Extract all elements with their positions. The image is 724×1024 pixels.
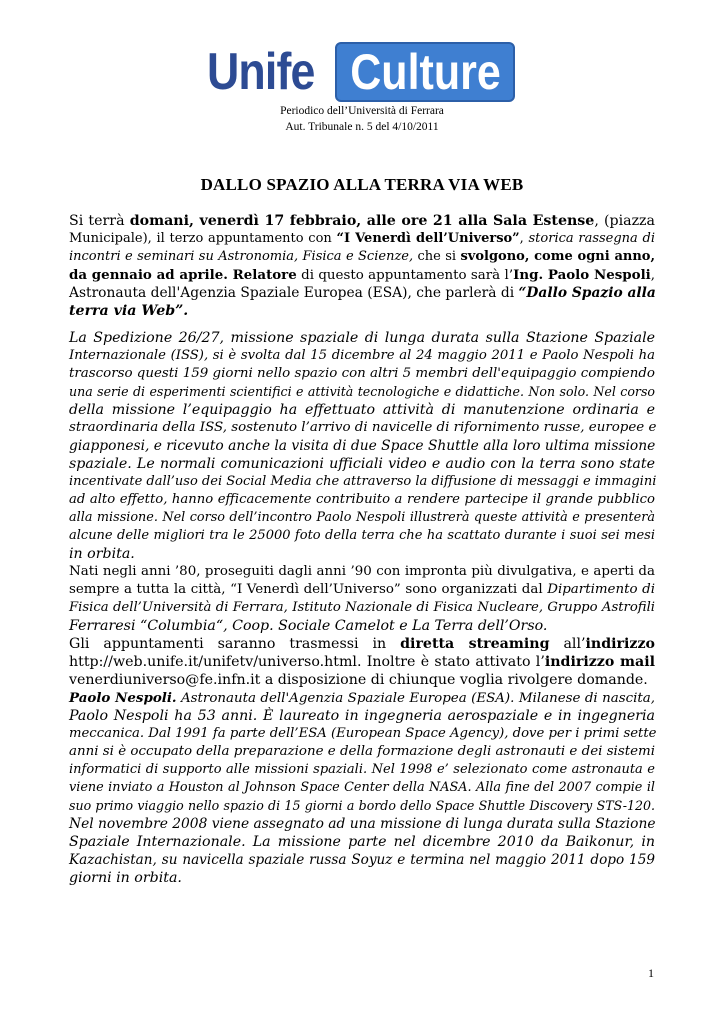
streaming-url-text: http://web.unife.it/unifetv/universo.html. Inoltre è stato attivato l’ xyxy=(69,654,545,670)
text-line: Municipale), il terzo appuntamento con “I Venerdì dell’Universo”, storica rassegna di xyxy=(69,231,655,246)
text-line: Paolo Nespoli. Astronauta dell'Agenzia Spaziale Europea (ESA). Milanese di nascita, xyxy=(69,690,655,706)
text-line: Si terrà domani, venerdì 17 febbraio, alle ore 21 alla Sala Estense, (piazza xyxy=(69,213,655,229)
text-line: straordinaria della ISS, sostenuto l’arrivo di navicelle di rifornimento russe, europee e xyxy=(69,420,657,435)
logo-culture-text: Culture xyxy=(349,44,501,100)
email-address-text: venerdiuniverso@fe.infn.it a disposizione di chiunque voglia rivolgere domande. xyxy=(69,672,648,688)
text-line: spaziale. Le normali comunicazioni ufficiali video e audio con la terra sono state xyxy=(69,456,655,472)
unife-culture-logo xyxy=(207,42,515,102)
text-line: sempre a tutta la città, “I Venerdì dell’Universo” sono organizzati dal Dipartimento di xyxy=(69,582,655,597)
text-line: Paolo Nespoli ha 53 anni. È laureato in ingegneria aerospaziale e in ingegneria xyxy=(69,708,655,724)
logo-culture-box xyxy=(335,42,515,102)
text-line: anni si è occupato della preparazione e della formazione degli astronauti e dei sistemi xyxy=(69,744,655,759)
text-line: Ferraresi “Columbia“, Coop. Sociale Camelot e La Terra dell’Orso. xyxy=(69,618,548,634)
text-line: Kazachistan, su navicella spaziale russa Soyuz e termina nel maggio 2011 dopo 159 xyxy=(69,852,655,868)
text-line: viene inviato a Houston al Johnson Space Center della NASA. Alla fine del 2007 compie il xyxy=(69,780,655,795)
logo-unife-text: Unife xyxy=(207,43,315,101)
registration-subtitle: Aut. Tribunale n. 5 del 4/10/2011 xyxy=(285,121,439,133)
text-line: suo primo viaggio nello spazio di 15 giorni a bordo dello Space Shuttle Discovery STS-120. xyxy=(69,798,655,813)
page-number: 1 xyxy=(648,966,654,980)
text-line: in orbita. xyxy=(69,546,135,562)
text-line: Spaziale Internazionale. La missione parte nel dicembre 2010 da Baikonur, in xyxy=(69,834,655,850)
text-line: informatici di supporto alle missioni spaziali. Nel 1998 e’ selezionato come astronauta e xyxy=(69,762,655,777)
text-line: una serie di esperimenti scientifici e attività tecnologiche e didattiche. Non solo. Nel corso xyxy=(69,384,655,399)
text-line: giorni in orbita. xyxy=(69,870,182,886)
text-line: giapponesi, e ricevuto anche la visita di due Space Shuttle alla loro ultima missione xyxy=(69,438,656,454)
text-line: incentivate dall’uso dei Social Media che attraverso la diffusione di messaggi e immagini xyxy=(69,474,657,489)
text-line: Nati negli anni ’80, proseguiti dagli anni ’90 con impronta più divulgativa, e aperti da xyxy=(69,564,655,579)
text-line: alcune delle migliori tra le 25000 foto della terra che ha scattato durante i suoi sei mesi xyxy=(69,528,655,543)
text-line: La Spedizione 26/27, missione spaziale di lunga durata sulla Stazione Spaziale xyxy=(69,330,655,346)
mission-paragraph xyxy=(69,329,655,563)
intro-paragraph xyxy=(69,212,655,320)
text-line: http://web.unife.it/unifetv/universo.html. Inoltre è stato attivato l’indirizzo mail xyxy=(69,654,655,670)
text-line: da gennaio ad aprile. Relatore di questo appuntamento sarà l’Ing. Paolo Nespoli, xyxy=(69,267,656,283)
periodical-subtitle: Periodico dell’Università di Ferrara xyxy=(280,105,444,117)
text-line: trascorso questi 159 giorni nello spazio con altri 5 membri dell'equipaggio compiendo xyxy=(69,366,655,381)
text-line: della missione l’equipaggio ha effettuato attività di manutenzione ordinaria e xyxy=(69,402,655,418)
text-line: ad alto effetto, hanno efficacemente contribuito a rendere partecipe il grande pubblico xyxy=(69,492,655,507)
bio-paragraph xyxy=(69,689,655,887)
text-line: Astronauta dell'Agenzia Spaziale Europea (ESA), che parlerà di “Dallo Spazio alla xyxy=(69,285,656,301)
text-line: meccanica. Dal 1991 fa parte dell’ESA (European Space Agency), dove per i primi sette xyxy=(69,726,657,741)
text-line: alla missione. Nel corso dell’incontro Paolo Nespoli illustrerà queste attività e presenterà xyxy=(69,510,655,525)
organizers-paragraph xyxy=(69,563,655,689)
text-line: Nel novembre 2008 viene assegnato ad una missione di lunga durata sulla Stazione xyxy=(69,816,656,832)
article-title: DALLO SPAZIO ALLA TERRA VIA WEB xyxy=(200,175,524,194)
text-line: Internazionale (ISS), si è svolta dal 15 dicembre al 24 maggio 2011 e Paolo Nespoli ha xyxy=(69,348,655,363)
text-line: Fisica dell’Università di Ferrara, Istituto Nazionale di Fisica Nucleare, Gruppo Astrofili xyxy=(69,600,655,615)
text-line: Gli appuntamenti saranno trasmessi in diretta streaming all’indirizzo xyxy=(69,636,655,652)
text-line: terra via Web”. xyxy=(69,303,189,319)
text-line: incontri e seminari su Astronomia, Fisica e Scienze, che si svolgono, come ogni anno, xyxy=(69,249,655,264)
